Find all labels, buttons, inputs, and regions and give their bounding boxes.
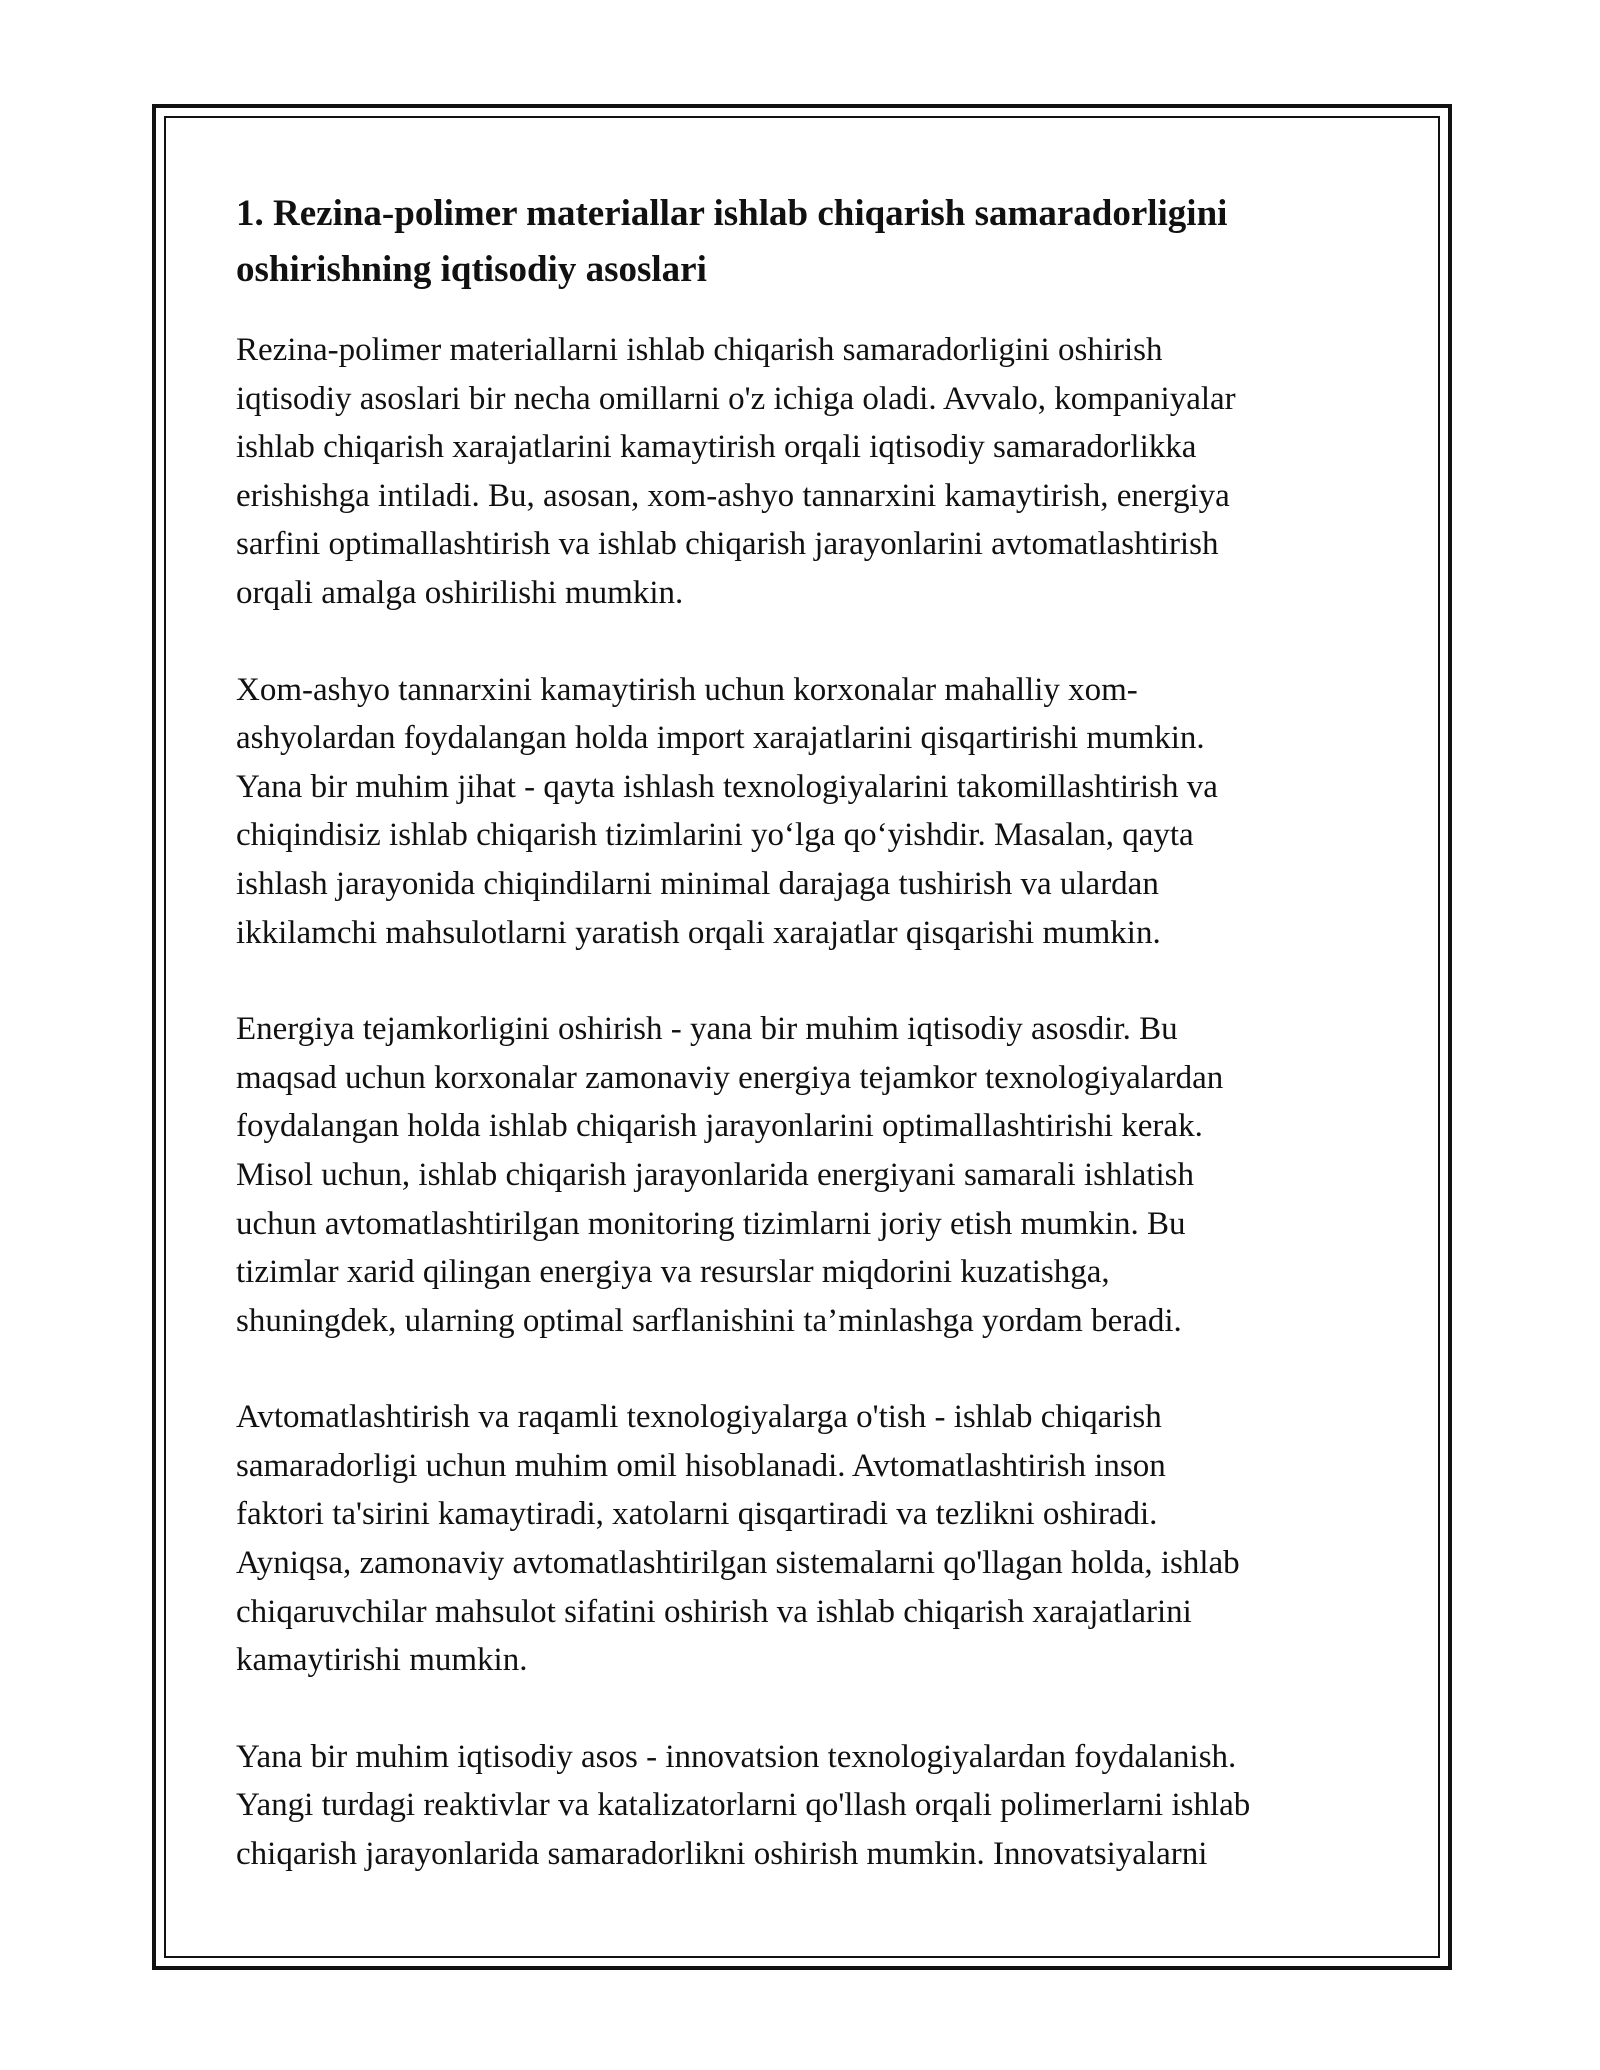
text-line: chiqarish jarayonlarida samaradorlikni oshirish mumkin. Innovatsiyalarni [236, 1836, 1208, 1873]
paragraph-2 [236, 666, 1386, 958]
section-title [236, 186, 1386, 298]
text-line: orqali amalga oshirilishi mumkin. [236, 574, 684, 611]
paragraph-4 [236, 1393, 1386, 1685]
paragraph-3 [236, 1005, 1386, 1345]
section-title-line: oshirishning iqtisodiy asoslari [236, 249, 707, 290]
text-line: sarfini optimallashtirish va ishlab chiqarish jarayonlarini avtomatlashtirish [236, 526, 1219, 563]
text-line: chiqindisiz ishlab chiqarish tizimlarini yo‘lga qo‘yishdir. Masalan, qayta [236, 817, 1194, 854]
text-line: erishishga intiladi. Bu, asosan, xom-ashyo tannarxini kamaytirish, energiya [236, 477, 1230, 514]
text-line: shuningdek, ularning optimal sarflanishini ta’minlashga yordam beradi. [236, 1302, 1182, 1339]
text-line: Rezina-polimer materiallarni ishlab chiqarish samaradorligini oshirish [236, 332, 1163, 368]
text-line: Yana bir muhim iqtisodiy asos - innovatsion texnologiyalardan foydalanish. [236, 1738, 1237, 1775]
text-line: maqsad uchun korxonalar zamonaviy energiya tejamkor texnologiyalardan [236, 1059, 1224, 1096]
text-line: kamaytirishi mumkin. [236, 1642, 528, 1679]
text-line: tizimlar xarid qilingan energiya va resurslar miqdorini kuzatishga, [236, 1254, 1110, 1291]
text-line: Avtomatlashtirish va raqamli texnologiyalarga o'tish - ishlab chiqarish [236, 1399, 1162, 1436]
text-line: Energiya tejamkorligini oshirish - yana bir muhim iqtisodiy asosdir. Bu [236, 1011, 1178, 1048]
text-line: iqtisodiy asoslari bir necha omillarni o'z ichiga oladi. Avvalo, kompaniyalar [236, 380, 1236, 417]
text-line: Yangi turdagi reaktivlar va katalizatorlarni qo'llash orqali polimerlarni ishlab [236, 1787, 1251, 1824]
text-line: ashyolardan foydalangan holda import xarajatlarini qisqartirishi mumkin. [236, 720, 1205, 757]
text-line: ishlab chiqarish xarajatlarini kamaytirish orqali iqtisodiy samaradorlikka [236, 429, 1197, 466]
text-line: ishlash jarayonida chiqindilarni minimal darajaga tushirish va ulardan [236, 865, 1159, 902]
paragraph-1 [236, 326, 1386, 618]
text-line: foydalangan holda ishlab chiqarish jarayonlarini optimallashtirishi kerak. [236, 1108, 1203, 1145]
text-line: Ayniqsa, zamonaviy avtomatlashtirilgan sistemalarni qo'llagan holda, ishlab [236, 1545, 1240, 1582]
text-line: Yana bir muhim jihat - qayta ishlash texnologiyalarini takomillashtirish va [236, 768, 1218, 805]
paragraph-5 [236, 1733, 1386, 1879]
text-line: faktori ta'sirini kamaytiradi, xatolarni qisqartiradi va tezlikni oshiradi. [236, 1496, 1158, 1533]
text-line: uchun avtomatlashtirilgan monitoring tizimlarni joriy etish mumkin. Bu [236, 1205, 1186, 1242]
text-line: chiqaruvchilar mahsulot sifatini oshirish va ishlab chiqarish xarajatlarini [236, 1593, 1192, 1630]
section-title-line: 1. Rezina-polimer materiallar ishlab chiqarish samaradorligini [236, 193, 1228, 234]
document-content [236, 186, 1386, 1927]
text-line: samaradorligi uchun muhim omil hisoblanadi. Avtomatlashtirish inson [236, 1447, 1166, 1484]
text-line: ikkilamchi mahsulotlarni yaratish orqali xarajatlar qisqarishi mumkin. [236, 914, 1161, 951]
text-line: Misol uchun, ishlab chiqarish jarayonlarida energiyani samarali ishlatish [236, 1156, 1194, 1193]
text-line: Xom-ashyo tannarxini kamaytirish uchun korxonalar mahalliy xom- [236, 671, 1138, 708]
